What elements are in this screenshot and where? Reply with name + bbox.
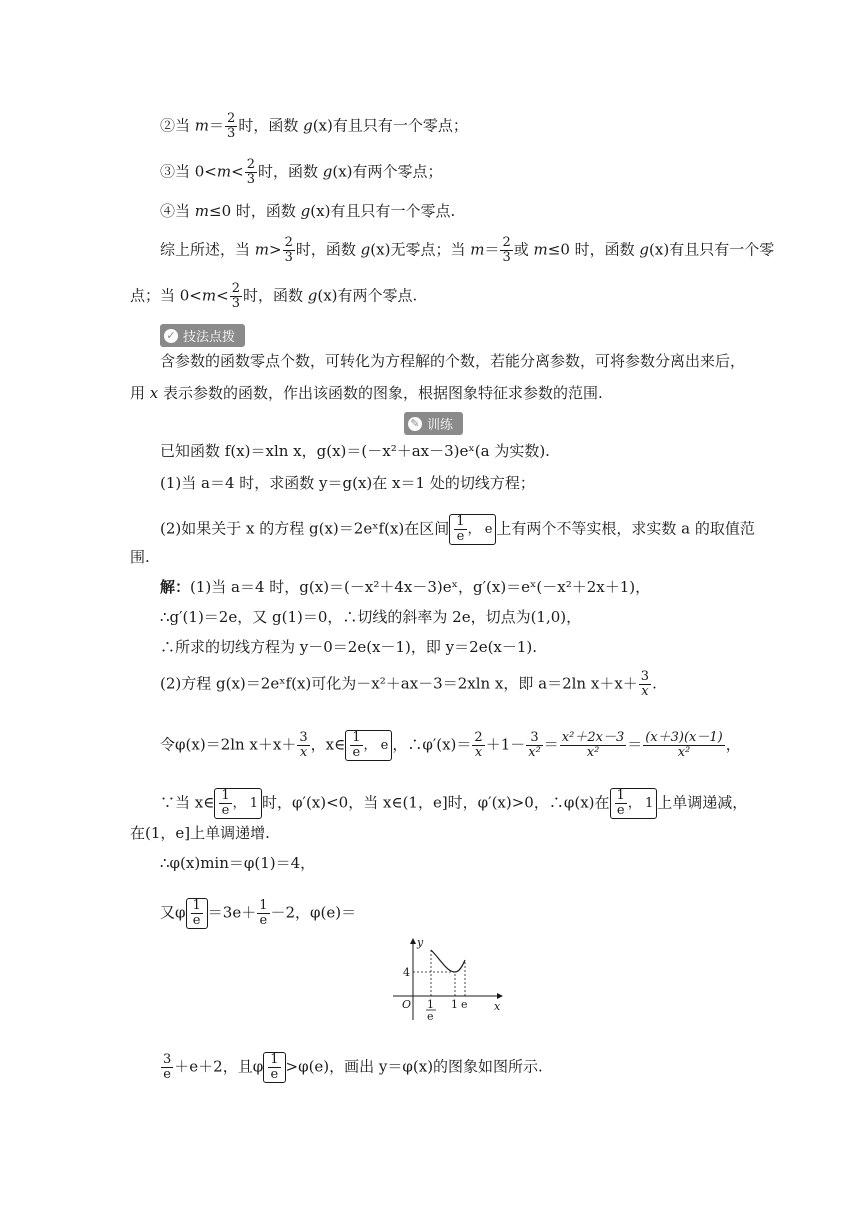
fraction xyxy=(615,789,627,818)
y-axis-label: y xyxy=(417,936,424,949)
interval-bracket xyxy=(610,788,658,819)
eq: ＝ xyxy=(484,240,500,259)
num: 1 xyxy=(270,1052,279,1067)
solution-line-1 xyxy=(160,576,650,598)
var-m: m xyxy=(470,240,485,259)
text: 有两个零点. xyxy=(337,286,418,305)
den: x xyxy=(641,684,649,699)
text: 时，函数 xyxy=(242,286,308,305)
pencil-icon: ✎ xyxy=(408,417,422,431)
text: ④当 xyxy=(160,202,195,220)
text: ， e xyxy=(363,738,389,753)
text: 又φ xyxy=(160,903,186,922)
num: 2 xyxy=(502,235,511,250)
text: 点；当 0< xyxy=(130,286,202,305)
fraction-3-e xyxy=(161,1053,173,1082)
text: －2，φ(e)＝ xyxy=(270,903,357,922)
num: 3 xyxy=(640,669,650,684)
num: 2 xyxy=(246,157,255,172)
text: ， xyxy=(725,735,741,754)
arg: (x) xyxy=(649,240,670,259)
solution-label: 解： xyxy=(160,578,191,596)
text: ∵当 x∈ xyxy=(160,793,215,812)
fraction xyxy=(350,731,362,760)
check-icon: ✓ xyxy=(164,329,178,343)
x-tick-1-e-den: e xyxy=(427,1010,434,1023)
var-m: m xyxy=(254,240,270,259)
text: 有且只有一个零点； xyxy=(332,116,468,135)
y-tick-4-label: 4 xyxy=(403,966,410,979)
text: 或 xyxy=(513,240,534,259)
text: 综上所述，当 xyxy=(160,240,255,259)
den: 3 xyxy=(284,250,293,265)
var-g: g xyxy=(639,240,650,259)
case-3-head: ③当 0< xyxy=(160,162,217,181)
solution-line-4 xyxy=(160,670,657,699)
fraction-1-e xyxy=(454,515,466,544)
den: e xyxy=(259,913,268,928)
var-m: m xyxy=(216,162,232,181)
var-m: m xyxy=(533,240,548,259)
arg: (x) xyxy=(332,162,353,181)
lt: < xyxy=(216,286,229,305)
gt: > xyxy=(269,240,282,259)
x-tick-1-label: 1 xyxy=(451,998,458,1011)
text: 无零点；当 xyxy=(390,240,471,259)
arg: (x) xyxy=(317,286,338,305)
problem-line-3 xyxy=(160,514,755,545)
den: 3 xyxy=(227,126,236,141)
text: 用 xyxy=(130,384,150,402)
den: x xyxy=(474,745,483,760)
fraction-2-3 xyxy=(500,236,512,265)
text: 时，函数 xyxy=(238,116,304,135)
arg: (x) xyxy=(370,240,391,259)
solution-line-2: ∴g′(1)＝2e，又 g(1)＝0，∴切线的斜率为 2e，切点为(1,0)， xyxy=(160,608,582,626)
fraction xyxy=(643,731,725,760)
num: 2 xyxy=(227,111,236,126)
text: 时，函数 xyxy=(257,162,323,181)
x-tick-1-e-num: 1 xyxy=(427,998,434,1011)
lt: < xyxy=(231,162,244,181)
fraction xyxy=(472,731,484,760)
training-badge-label: 训练 xyxy=(427,418,454,433)
text: ， 1 xyxy=(627,796,654,811)
interval-bracket xyxy=(214,788,262,819)
text: ＝ xyxy=(627,735,643,754)
text: ＝3e＋ xyxy=(207,903,257,922)
den: e xyxy=(221,803,230,818)
tips-line-2 xyxy=(130,382,603,404)
text: (1)当 a＝4 时，g(x)＝(－x²＋4x－3)eˣ，g′(x)＝eˣ(－x²＋2x＋1)， xyxy=(190,578,651,596)
text: 有且只有一个零 xyxy=(669,240,775,259)
fraction-2-3 xyxy=(245,158,257,187)
case-3-line xyxy=(160,158,443,187)
den: x xyxy=(299,745,308,760)
den: x² xyxy=(677,745,691,760)
den: 3 xyxy=(231,296,240,311)
text: ，∴φ′(x)＝ xyxy=(392,735,472,754)
text: >φ(e)，画出 y＝φ(x)的图象如图所示. xyxy=(285,1057,543,1076)
fraction xyxy=(560,731,626,760)
text: 令φ(x)＝2ln x＋x＋ xyxy=(160,735,297,754)
den: 3 xyxy=(502,250,511,265)
text: 表示参数的函数，作出该函数的图象，根据图象特征求参数的范围. xyxy=(158,384,603,402)
num: 1 xyxy=(352,730,361,745)
solution-line-10 xyxy=(160,1052,543,1083)
text: (2)方程 g(x)＝2eˣf(x)可化为－x²＋ax－3＝2xln x，即 a＝2ln x＋x＋ xyxy=(160,674,638,693)
fraction-2-3 xyxy=(225,112,237,141)
case-2-head: ②当 xyxy=(160,116,195,135)
den: e xyxy=(352,745,361,760)
text: ＋e＋2，且φ xyxy=(174,1057,264,1076)
den: e xyxy=(192,913,201,928)
text: . xyxy=(652,674,657,693)
fraction-2-3 xyxy=(230,282,242,311)
summary-line-1 xyxy=(160,236,774,265)
solution-line-8: ∴φ(x)min＝φ(1)＝4， xyxy=(160,854,316,872)
phi-curve xyxy=(431,950,465,972)
var-g: g xyxy=(300,202,311,220)
text: 有两个零点； xyxy=(352,162,443,181)
text: 时，函数 xyxy=(295,240,361,259)
den: e xyxy=(270,1067,279,1082)
den: x² xyxy=(586,745,600,760)
num: 1 xyxy=(456,514,465,529)
num: 2 xyxy=(284,235,293,250)
text: 时，φ′(x)<0，当 x∈(1，e]时，φ′(x)>0，∴φ(x)在 xyxy=(262,793,610,812)
eq: ＝ xyxy=(209,116,225,135)
text: ≤0 时，函数 xyxy=(209,202,301,220)
var-m: m xyxy=(201,286,217,305)
den: 3 xyxy=(246,172,255,187)
tips-badge-label: 技法点拨 xyxy=(183,330,236,345)
phi-graph xyxy=(385,936,505,1024)
case-2-line xyxy=(160,112,468,141)
problem-line-1: 已知函数 f(x)＝xln x，g(x)＝(－x²＋ax－3)eˣ(a 为实数). xyxy=(160,442,550,460)
x-tick-e-label: e xyxy=(461,998,468,1011)
x-axis-arrow xyxy=(497,993,503,999)
num: 1 xyxy=(221,788,230,803)
text: ，x∈ xyxy=(310,735,346,754)
num: 1 xyxy=(259,898,268,913)
arg: (x) xyxy=(312,116,333,135)
den: e xyxy=(163,1067,171,1082)
var-m: m xyxy=(194,202,210,220)
var-m: m xyxy=(194,116,210,135)
solution-line-3: ∴所求的切线方程为 y－0＝2e(x－1)，即 y＝2e(x－1). xyxy=(160,638,538,656)
summary-line-2 xyxy=(130,282,417,311)
text: 上有两个不等实根，求实数 a 的取值范 xyxy=(496,519,755,538)
num: 2 xyxy=(231,281,240,296)
text: ＝ xyxy=(543,735,559,754)
text: (2)如果关于 x 的方程 g(x)＝2eˣf(x)在区间 xyxy=(160,519,450,538)
solution-line-9 xyxy=(160,898,356,929)
fraction-2-3 xyxy=(283,236,295,265)
solution-line-6 xyxy=(160,788,747,819)
var-g: g xyxy=(322,162,333,181)
solution-line-7: 在(1，e]上单调递增. xyxy=(130,824,270,842)
training-badge xyxy=(404,412,463,435)
num: 3 xyxy=(526,731,543,746)
text: ≤0 时，函数 xyxy=(547,240,640,259)
num: (x＋3)(x－1) xyxy=(645,730,723,745)
paren-bracket xyxy=(186,898,208,929)
den: e xyxy=(616,803,625,818)
fraction xyxy=(191,899,203,928)
var-g: g xyxy=(360,240,371,259)
arg: (x) xyxy=(310,202,331,220)
num: x²＋2x－3 xyxy=(561,730,625,745)
fraction xyxy=(219,789,231,818)
origin-label: O xyxy=(402,998,412,1011)
num: 2 xyxy=(474,730,483,745)
var-g: g xyxy=(307,286,318,305)
den: e xyxy=(456,529,465,544)
text: 上单调递减， xyxy=(657,793,748,812)
y-axis-arrow xyxy=(410,938,416,944)
num: 1 xyxy=(192,898,201,913)
interval-bracket xyxy=(449,514,496,545)
num: 3 xyxy=(163,1052,172,1067)
x-axis-label: x xyxy=(494,1000,501,1013)
text: ＋1－ xyxy=(485,735,526,754)
text: ， 1 xyxy=(232,796,259,811)
tips-badge xyxy=(160,324,245,347)
problem-line-2: (1)当 a＝4 时，求函数 y＝g(x)在 x＝1 处的切线方程； xyxy=(160,474,535,492)
num: 1 xyxy=(616,788,625,803)
fraction-3-x xyxy=(639,670,651,699)
var-x: x xyxy=(149,384,159,402)
text: 有且只有一个零点. xyxy=(330,202,456,220)
fraction xyxy=(257,899,269,928)
paren-bracket xyxy=(263,1052,285,1083)
case-4-line xyxy=(160,200,455,222)
var-g: g xyxy=(303,116,313,135)
num: 3 xyxy=(299,730,308,745)
solution-line-5 xyxy=(160,730,741,761)
den: x² xyxy=(528,745,541,760)
interval-bracket xyxy=(345,730,392,761)
fraction xyxy=(268,1053,280,1082)
fraction xyxy=(526,731,543,760)
text: ， e xyxy=(467,522,493,537)
tips-line-1: 含参数的函数零点个数，可转化为方程解的个数，若能分离参数，可将参数分离出来后， xyxy=(160,352,746,370)
fraction xyxy=(297,731,309,760)
problem-line-4: 围. xyxy=(130,548,150,566)
